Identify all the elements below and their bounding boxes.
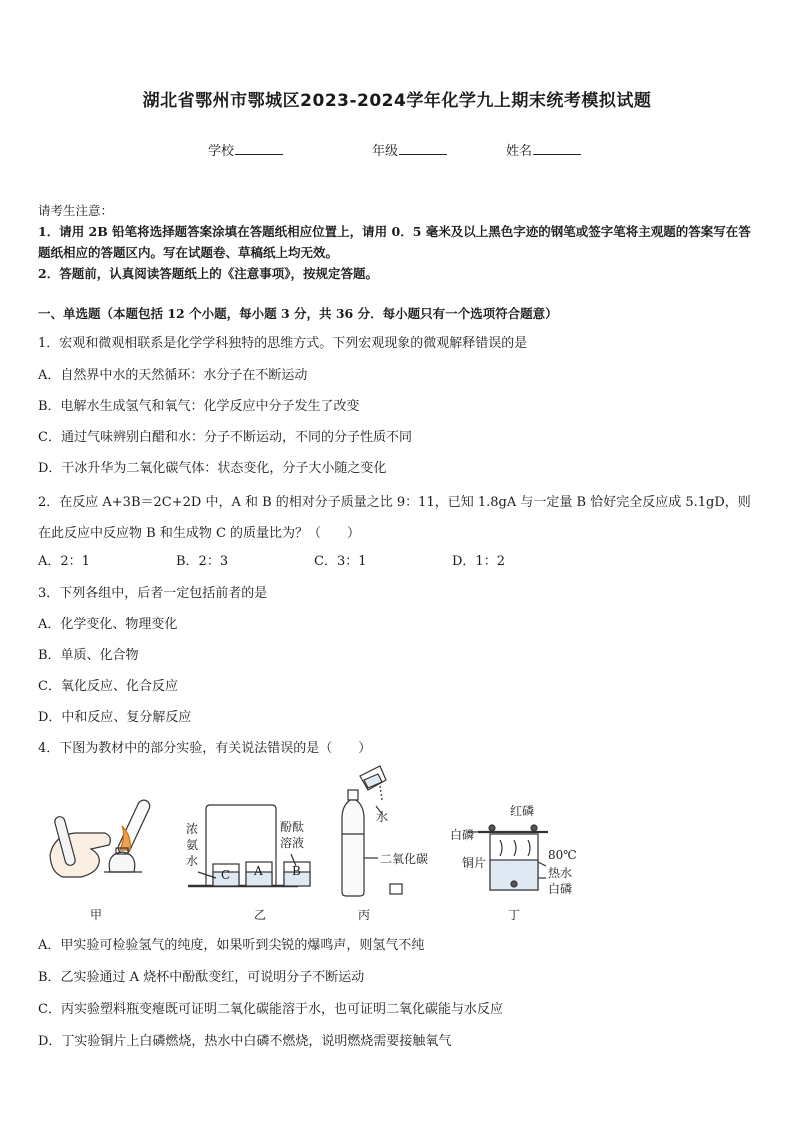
label-bai-lin-2: 白磷: [548, 882, 573, 896]
grade-blank[interactable]: [399, 141, 447, 155]
label-hong-lin: 红磷: [510, 804, 535, 818]
question-4-option-d[interactable]: D．丁实验铜片上白磷燃烧，热水中白磷不燃烧，说明燃烧需要接触氧气: [38, 1034, 452, 1049]
question-1-option-b[interactable]: B．电解水生成氢气和氧气：化学反应中分子发生了改变: [38, 399, 360, 414]
experiment-drawings: [38, 760, 598, 930]
label-beaker-a: A: [254, 864, 263, 878]
page-title: 湖北省鄂州市鄂城区2023-2024学年化学九上期末统考模拟试题: [142, 91, 652, 111]
question-3-stem: 3．下列各组中，后者一定包括前者的是: [38, 586, 268, 601]
label-bai-lin: 白磷: [450, 828, 475, 842]
figure-label-yi: 乙: [254, 908, 267, 922]
label-tong-pian: 铜片: [462, 856, 487, 870]
notice-block: [38, 200, 760, 284]
question-3-option-a[interactable]: A．化学变化、物理变化: [38, 617, 178, 632]
figure-label-ding: 丁: [508, 908, 521, 922]
question-2-option-d[interactable]: D．1：2: [452, 554, 505, 569]
grade-label: 年级: [372, 144, 399, 159]
figure-jia-drawing: [50, 798, 152, 877]
name-label: 姓名: [506, 144, 533, 159]
name-field: [506, 140, 581, 159]
label-fenzhi: 酚酞: [280, 820, 305, 834]
notice-item-2: 2．答题前，认真阅读答题纸上的《注意事项》，按规定答题。: [38, 266, 378, 281]
question-1-option-c[interactable]: C．通过气味辨别白醋和水：分子不断运动，不同的分子性质不同: [38, 430, 412, 445]
label-re-shui: 热水: [548, 866, 573, 880]
figure-label-bing: 丙: [358, 908, 371, 922]
question-1-option-a[interactable]: A．自然界中水的天然循环：水分子在不断运动: [38, 368, 308, 383]
question-4-option-a[interactable]: A．甲实验可检验氢气的纯度，如果听到尖锐的爆鸣声，则氢气不纯: [38, 938, 425, 953]
notice-item-1: 1．请用 2B 铅笔将选择题答案涂填在答题纸相应位置上，请用 0．5 毫米及以上黑色字迹的钢笔或签字笔将主观题的答案写在答题纸相应的答题区内。写在试题卷、草稿纸上均无效。: [38, 224, 751, 260]
label-an: 氨: [186, 838, 199, 852]
question-3-option-b[interactable]: B．单质、化合物: [38, 648, 139, 663]
question-2-options: [38, 550, 590, 569]
section-heading: 一、单选题（本题包括 12 个小题，每小题 3 分，共 36 分．每小题只有一个选项符合题意）: [38, 306, 558, 321]
figure-bing-drawing: [342, 766, 402, 896]
question-4-option-b[interactable]: B．乙实验通过 A 烧杯中酚酞变红，可说明分子不断运动: [38, 970, 365, 985]
figure-label-jia: 甲: [90, 908, 103, 922]
experiment-figures: [38, 760, 598, 930]
notice-heading: 请考生注意：: [38, 203, 114, 218]
school-field: [208, 140, 283, 159]
label-temp: 80℃: [548, 848, 577, 862]
question-2-option-c[interactable]: C．3：1: [314, 554, 367, 569]
label-co2: 二氧化碳: [380, 852, 429, 866]
question-2-option-a[interactable]: A．2：1: [38, 554, 90, 569]
question-4-option-c[interactable]: C．丙实验塑料瓶变瘪既可证明二氧化碳能溶于水，也可证明二氧化碳能与水反应: [38, 1002, 503, 1017]
question-1-stem: 1．宏观和微观相联系是化学学科独特的思维方式。下列宏观现象的微观解释错误的是: [38, 336, 528, 351]
school-label: 学校: [208, 144, 235, 159]
school-blank[interactable]: [235, 141, 283, 155]
label-shui: 水: [186, 854, 199, 868]
label-water: 水: [376, 810, 389, 824]
question-2-stem: 2．在反应 A+3B＝2C+2D 中，A 和 B 的相对分子质量之比 9：11，已知 1.8gA 与一定量 B 恰好完全反应成 5.1gD，则在此反应中反应物 B 和生成物 C 的质量比为？（ ）: [38, 495, 751, 541]
question-3-option-d[interactable]: D．中和反应、复分解反应: [38, 710, 192, 725]
question-2-option-b[interactable]: B．2：3: [176, 554, 229, 569]
question-4-stem: 4．下图为教材中的部分实验，有关说法错误的是（ ）: [38, 741, 372, 756]
label-nong: 浓: [186, 822, 199, 836]
label-beaker-c: C: [221, 868, 231, 882]
label-beaker-b: B: [292, 864, 301, 878]
question-1-option-d[interactable]: D．干冰升华为二氧化碳气体：状态变化，分子大小随之变化: [38, 461, 387, 476]
label-rongye: 溶液: [280, 836, 305, 850]
question-3-option-c[interactable]: C．氧化反应、化合反应: [38, 679, 178, 694]
name-blank[interactable]: [533, 141, 581, 155]
grade-field: [372, 140, 447, 159]
